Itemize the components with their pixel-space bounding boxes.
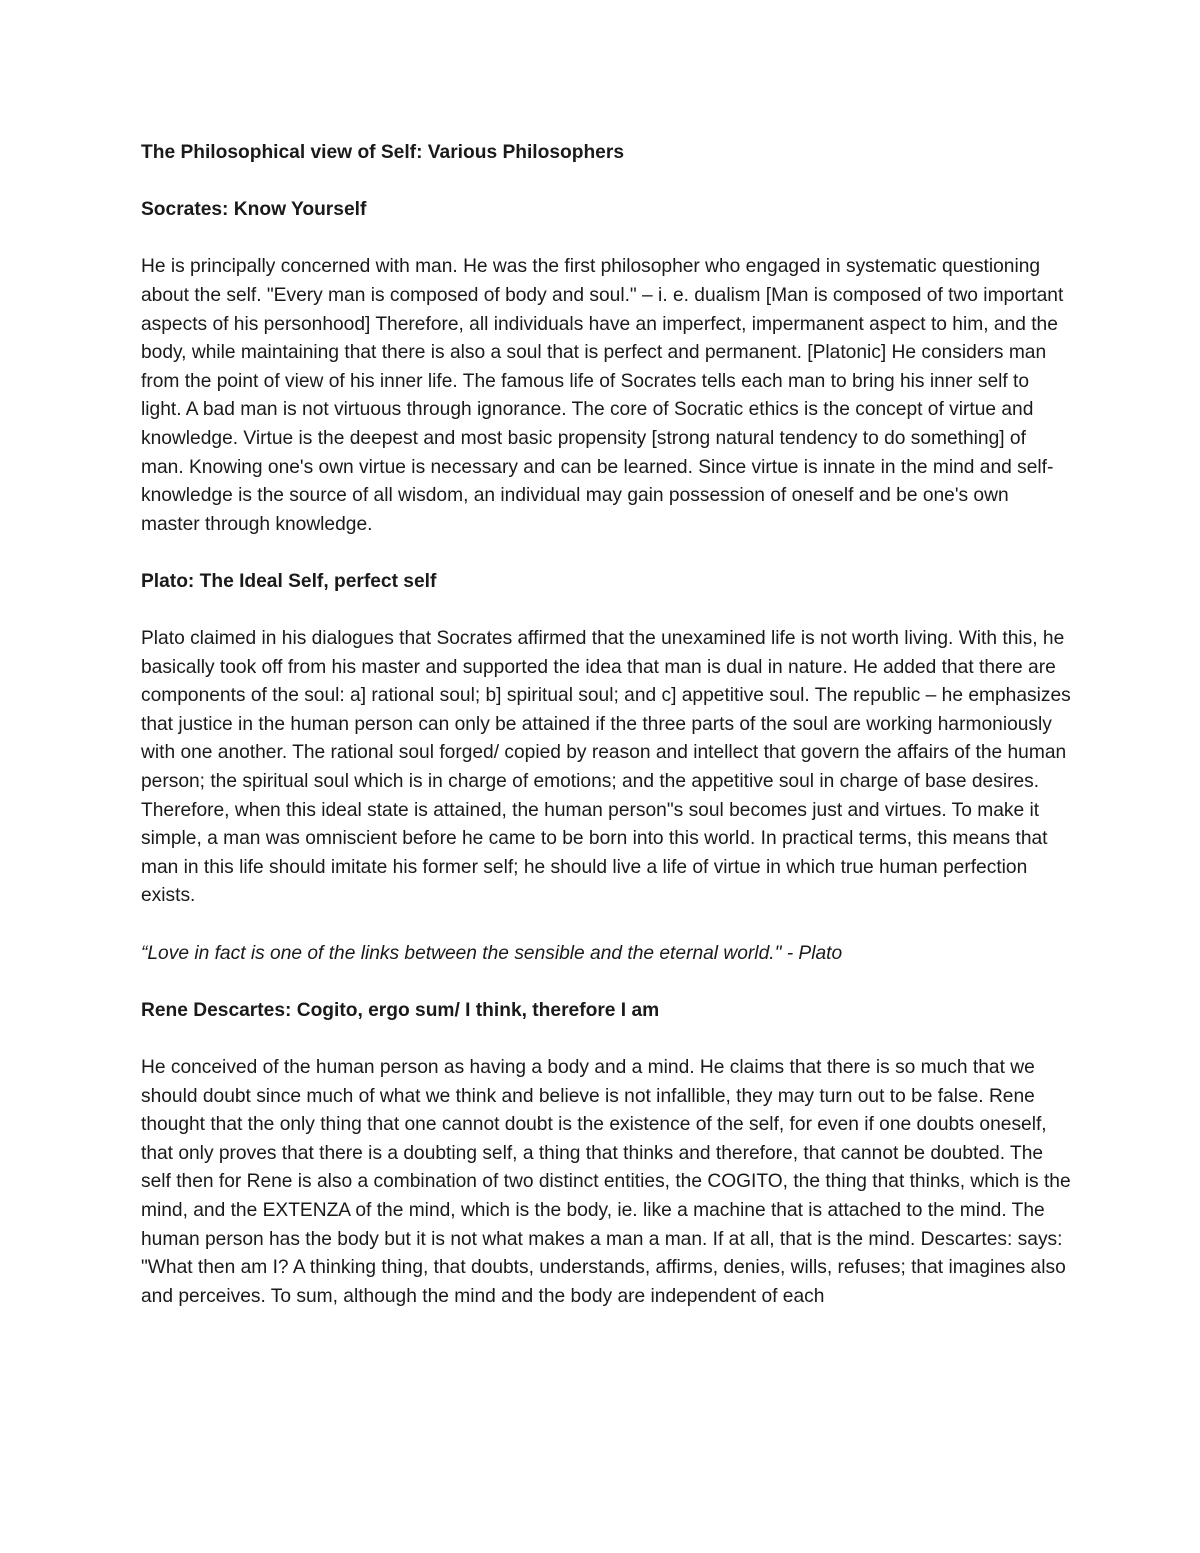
plato-quote: “Love in fact is one of the links between the sensible and the eternal world." - Plato [141, 942, 843, 964]
spacer [141, 225, 1071, 254]
section-body-socrates: He is principally concerned with man. He was the first philosopher who engaged in systematic questioning about the self. "Every man is composed of body and soul." – i. e. dualism [Man is composed of two important aspects of his personhood] Therefore, all individuals have an imperfect, impermanent aspect to him, and the body, while maintaining that there is also a soul that is perfect and permanent. [Platonic] He considers man from the point of view of his inner life. The famous life of Socrates tells each man to bring his inner self to light. A bad man is not virtuous through ignorance. The core of Socratic ethics is the concept of virtue and knowledge. Virtue is the deepest and most basic propensity [strong natural tendency to do something] of man. Knowing one's own virtue is necessary and can be learned. Since virtue is innate in the mind and self-knowledge is the source of all wisdom, an individual may gain possession of oneself and be one's own master through knowledge. [141, 256, 1064, 535]
spacer [141, 911, 1071, 940]
spacer [141, 168, 1071, 197]
spacer [141, 968, 1071, 997]
section-body-plato: Plato claimed in his dialogues that Socrates affirmed that the unexamined life is not worth living. With this, he basically took off from his master and supported the idea that man is dual in nature. He added that there are components of the soul: a] rational soul; b] spiritual soul; and c] appetitive soul. The republic – he emphasizes that justice in the human person can only be attained if the three parts of the soul are working harmoniously with one another. The rational soul forged/ copied by reason and intellect that govern the affairs of the human person; the spiritual soul which is in charge of emotions; and the appetitive soul in charge of base desires. Therefore, when this ideal state is attained, the human person"s soul becomes just and virtues. To make it simple, a man was omniscient before he came to be born into this world. In practical terms, this means that man in this life should imitate his former self; he should live a life of virtue in which true human perfection exists. [141, 628, 1071, 907]
spacer [141, 539, 1071, 568]
section-heading-descartes: Rene Descartes: Cogito, ergo sum/ I think, therefore I am [141, 999, 660, 1021]
section-heading-socrates: Socrates: Know Yourself [141, 199, 367, 221]
spacer [141, 597, 1071, 626]
section-body-descartes: He conceived of the human person as having a body and a mind. He claims that there is so much that we should doubt since much of what we think and believe is not infallible, they may turn out to be false. Rene thought that the only thing that one cannot doubt is the existence of the self, for even if one doubts oneself, that only proves that there is a doubting self, a thing that thinks and therefore, that cannot be doubted. The self then for Rene is also a combination of two distinct entities, the COGITO, the thing that thinks, which is the mind, and the EXTENZA of the mind, which is the body, ie. like a machine that is attached to the mind. The human person has the body but it is not what makes a man a man. If at all, that is the mind. Descartes: says: "What then am I? A thinking thing, that doubts, understands, affirms, denies, wills, refuses; that imagines also and perceives. To sum, although the mind and the body are independent of each [141, 1057, 1071, 1307]
spacer [141, 1025, 1071, 1054]
section-heading-plato: Plato: The Ideal Self, perfect self [141, 570, 437, 592]
document-title: The Philosophical view of Self: Various Philosophers [141, 142, 624, 163]
document-page [141, 139, 1071, 1311]
